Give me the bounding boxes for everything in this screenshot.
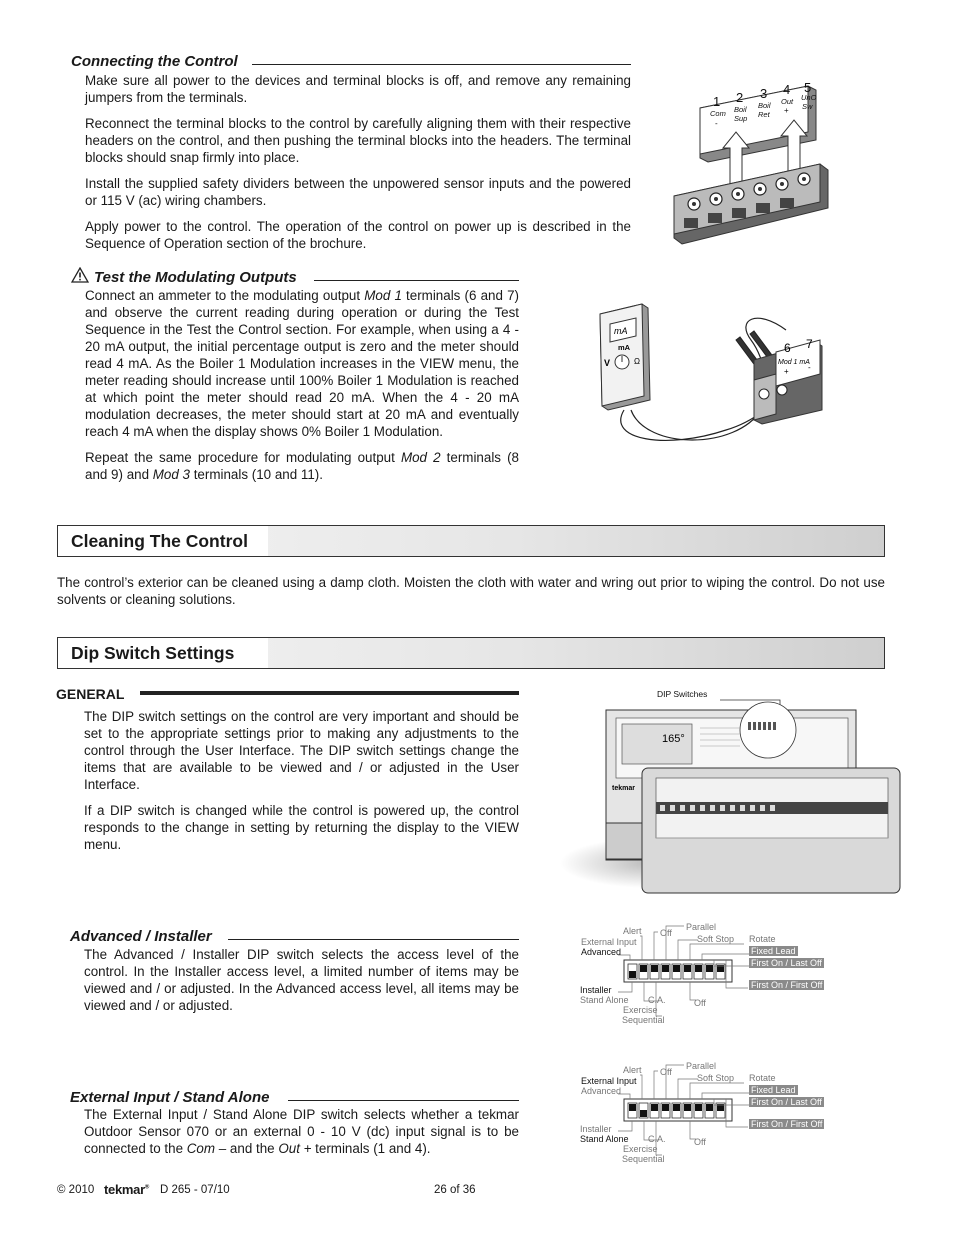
label-installer: Installer <box>580 985 612 995</box>
control-brand-logo: tekmar <box>612 785 635 792</box>
meter-unit-label: mA <box>618 343 631 352</box>
cleaning-banner <box>57 525 885 557</box>
label-sequential: Sequential <box>622 1154 665 1164</box>
term-1-num: 1 <box>713 94 721 109</box>
term-4-label: Out <box>781 97 794 106</box>
term-5-num: 5 <box>804 80 812 95</box>
dip-switches-label: DIP Switches <box>657 689 708 699</box>
label-fixed-lead: Fixed Lead <box>751 946 796 956</box>
term-3-label2: Ret <box>758 110 770 119</box>
meter-display-text: mA <box>614 326 628 336</box>
footer-doc-number: D 265 - 07/10 <box>160 1184 230 1196</box>
meter-v-label: V <box>604 358 611 368</box>
label-sequential: Sequential <box>622 1015 665 1025</box>
label-exercise: Exercise <box>623 1144 658 1154</box>
external-body: The External Input / Stand Alone DIP switch selects whether a tekmar Outdoor Sensor 070 or an external 0 - 10 V (dc) input signal is to be connected to the Com – and the Out + terminals (1 and 4). <box>84 1107 519 1156</box>
footer-copyright: © 2010 <box>57 1184 95 1196</box>
term-1-label: Com <box>710 109 726 118</box>
footer-brand: tekmar® <box>104 1182 149 1197</box>
modulating-p2: Repeat the same procedure for modulating output Mod 2 terminals (8 and 9) and Mod 3 terminals (10 and 11). <box>85 450 520 482</box>
label-advanced: Advanced <box>581 1086 622 1096</box>
cleaning-body: The control’s exterior can be cleaned using a damp cloth. Moisten the cloth with water and wring out prior to wiping the control. Do not use solvents or cleaning solutions. <box>57 575 885 607</box>
ammeter-illustration <box>586 300 836 450</box>
dip-heading: Dip Switch Settings <box>71 643 235 663</box>
label-external-input: External Input <box>581 937 637 947</box>
label-stand-alone: Stand Alone <box>580 1134 629 1144</box>
label-off-bottom: Off <box>694 998 706 1008</box>
label-rotate: Rotate <box>749 1073 776 1083</box>
advanced-heading: Advanced / Installer <box>70 928 212 945</box>
modulating-heading: Test the Modulating Outputs <box>94 269 297 286</box>
label-first-on-first-off: First On / First Off <box>751 980 823 990</box>
modulating-body <box>85 287 519 492</box>
term-4-num: 4 <box>783 82 791 97</box>
label-installer: Installer <box>580 1124 612 1134</box>
label-alert: Alert <box>623 926 642 936</box>
connecting-heading: Connecting the Control <box>71 53 238 70</box>
label-ca: C.A. <box>648 1134 666 1144</box>
warning-icon <box>71 267 89 283</box>
term-1-sign: - <box>715 119 718 128</box>
heading-rule <box>228 939 519 940</box>
label-advanced: Advanced <box>581 947 622 957</box>
advanced-body: The Advanced / Installer DIP switch selects the access level of the control. In the Installer access level, a limited number of items may be viewed and / or adjusted. In the Advanced access level, all items may be viewed and / or adjusted. <box>84 947 519 1013</box>
label-exercise: Exercise <box>623 1005 658 1015</box>
label-external-input: External Input <box>581 1076 637 1086</box>
terminal-block-illustration <box>670 78 840 250</box>
term-7-num: 7 <box>806 337 813 351</box>
label-alert: Alert <box>623 1065 642 1075</box>
term-mod-label: Mod 1 mA <box>778 359 810 366</box>
term-3-label: Boil <box>758 101 771 110</box>
general-heading: GENERAL <box>56 686 125 702</box>
label-first-on-last-off: First On / Last Off <box>751 958 822 968</box>
connecting-p3: Install the supplied safety dividers between the unpowered sensor inputs and the powered or 115 V (ac) wiring chambers. <box>85 176 631 208</box>
connecting-body <box>85 72 631 261</box>
heading-rule <box>252 64 631 65</box>
term-2-num: 2 <box>736 90 744 105</box>
label-off-bottom: Off <box>694 1137 706 1147</box>
connecting-p4: Apply power to the control. The operation of the control on power up is described in the Sequence of Operation section of the brochure. <box>85 219 631 251</box>
term-3-num: 3 <box>760 86 768 101</box>
label-off: Off <box>660 928 672 938</box>
dip-diagram-advanced <box>578 922 858 1032</box>
external-heading: External Input / Stand Alone <box>70 1089 270 1106</box>
term-minus: - <box>808 363 811 372</box>
label-parallel: Parallel <box>686 922 717 932</box>
label-stand-alone: Stand Alone <box>580 995 629 1005</box>
label-first-on-last-off: First On / Last Off <box>751 1097 822 1107</box>
label-first-on-first-off: First On / First Off <box>751 1119 823 1129</box>
general-body <box>84 708 519 862</box>
label-fixed-lead: Fixed Lead <box>751 1085 796 1095</box>
cleaning-heading: Cleaning The Control <box>71 531 248 551</box>
heading-rule <box>314 280 519 281</box>
heading-rule <box>288 1100 519 1101</box>
term-2-label: Boil <box>734 105 747 114</box>
label-off: Off <box>660 1067 672 1077</box>
connecting-p1: Make sure all power to the devices and terminal blocks is off, and remove any remaining jumpers from the terminals. <box>85 73 631 105</box>
term-5-label2: Sw <box>802 102 813 111</box>
dip-banner <box>57 637 885 669</box>
term-5-label: UnO <box>801 93 817 102</box>
term-6-num: 6 <box>784 341 791 355</box>
meter-ohm-label: Ω <box>634 357 640 366</box>
label-rotate: Rotate <box>749 934 776 944</box>
display-readout: 165° <box>662 733 685 745</box>
general-p1: The DIP switch settings on the control are very important and should be set to the appropriate settings prior to making any adjustments to the control through the User Interface. The DIP switch settings change the items that are available to be viewed and / or adjusted in the User Interface. <box>84 709 519 792</box>
label-parallel: Parallel <box>686 1061 717 1071</box>
general-p2: If a DIP switch is changed while the control is powered up, the control responds to the change in setting by returning the display to the VIEW menu. <box>84 803 519 852</box>
term-plus: + <box>784 367 789 376</box>
label-ca: C.A. <box>648 995 666 1005</box>
label-soft-stop: Soft Stop <box>697 1073 735 1083</box>
term-4-sign: + <box>784 106 789 115</box>
modulating-p1: Connect an ammeter to the modulating output Mod 1 terminals (6 and 7) and observe the current reading during operation or during the Test Sequence in the Test the Control section. For example, when using a 4 - 20 mA output, the initial percentage output is zero and the meter should read 4 mA. As the Boiler 1 Modulation increases in the VIEW menu, the meter reading should increase until 100% Boiler 1 Modulation is reached at which point the meter should read 20 mA. When the 4 - 20 mA modulation decreases, the meter should start at 20 mA and eventually reach 4 mA when the display shows 0% Boiler 1 Modulation. <box>85 288 519 439</box>
dip-diagram-external <box>578 1061 858 1171</box>
footer-page-number: 26 of 36 <box>434 1184 476 1196</box>
label-soft-stop: Soft Stop <box>697 934 735 944</box>
heading-rule-thick <box>140 691 519 695</box>
term-2-label2: Sup <box>734 114 748 123</box>
connecting-p2: Reconnect the terminal blocks to the control by carefully aligning them with their respective headers on the control, and then pushing the terminal blocks into the headers. The terminal blocks should snap firmly into place. <box>85 116 631 165</box>
control-illustration <box>560 698 910 898</box>
